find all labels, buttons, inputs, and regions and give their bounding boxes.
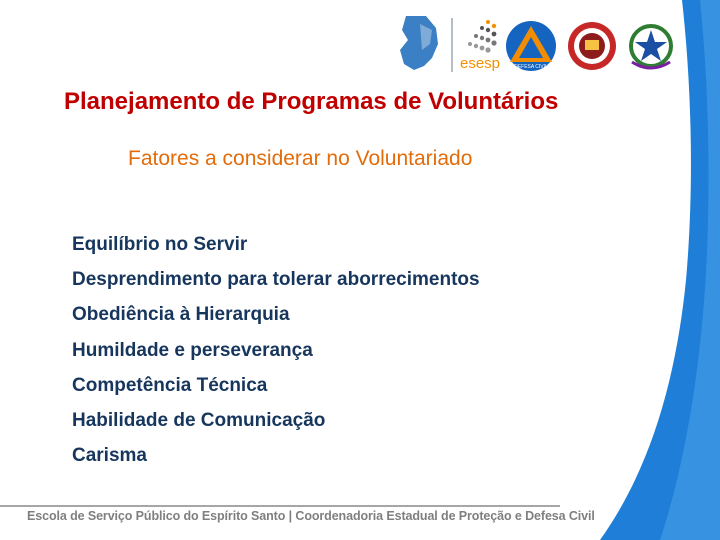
slide-title: Planejamento de Programas de Voluntários (64, 88, 559, 115)
defesa-civil-logo (506, 21, 556, 71)
coat-of-arms-logo (631, 26, 671, 68)
svg-text:esesp: esesp (460, 55, 501, 72)
list-item: Carisma (72, 445, 147, 467)
list-item: Humildade e perseverança (72, 339, 313, 361)
footer-divider (0, 505, 560, 507)
slide-subtitle: Fatores a considerar no Voluntariado (128, 147, 473, 170)
state-map-logo (400, 16, 438, 70)
list-item: Obediência à Hierarquia (72, 304, 290, 326)
factor-list (72, 227, 480, 473)
svg-text:DEFESA CIVIL: DEFESA CIVIL (514, 64, 548, 70)
footer-text: Escola de Serviço Público do Espírito Santo | Coordenadoria Estadual de Proteção e Defesa Civil (27, 509, 595, 523)
list-item: Desprendimento para tolerar aborrecimentos (72, 269, 480, 291)
partner-logos (396, 10, 696, 80)
list-item: Habilidade de Comunicação (72, 409, 326, 431)
bombeiros-seal-logo (568, 22, 616, 70)
list-item: Equilíbrio no Servir (72, 234, 248, 255)
list-item: Competência Técnica (72, 374, 268, 396)
esesp-logo (460, 20, 500, 72)
